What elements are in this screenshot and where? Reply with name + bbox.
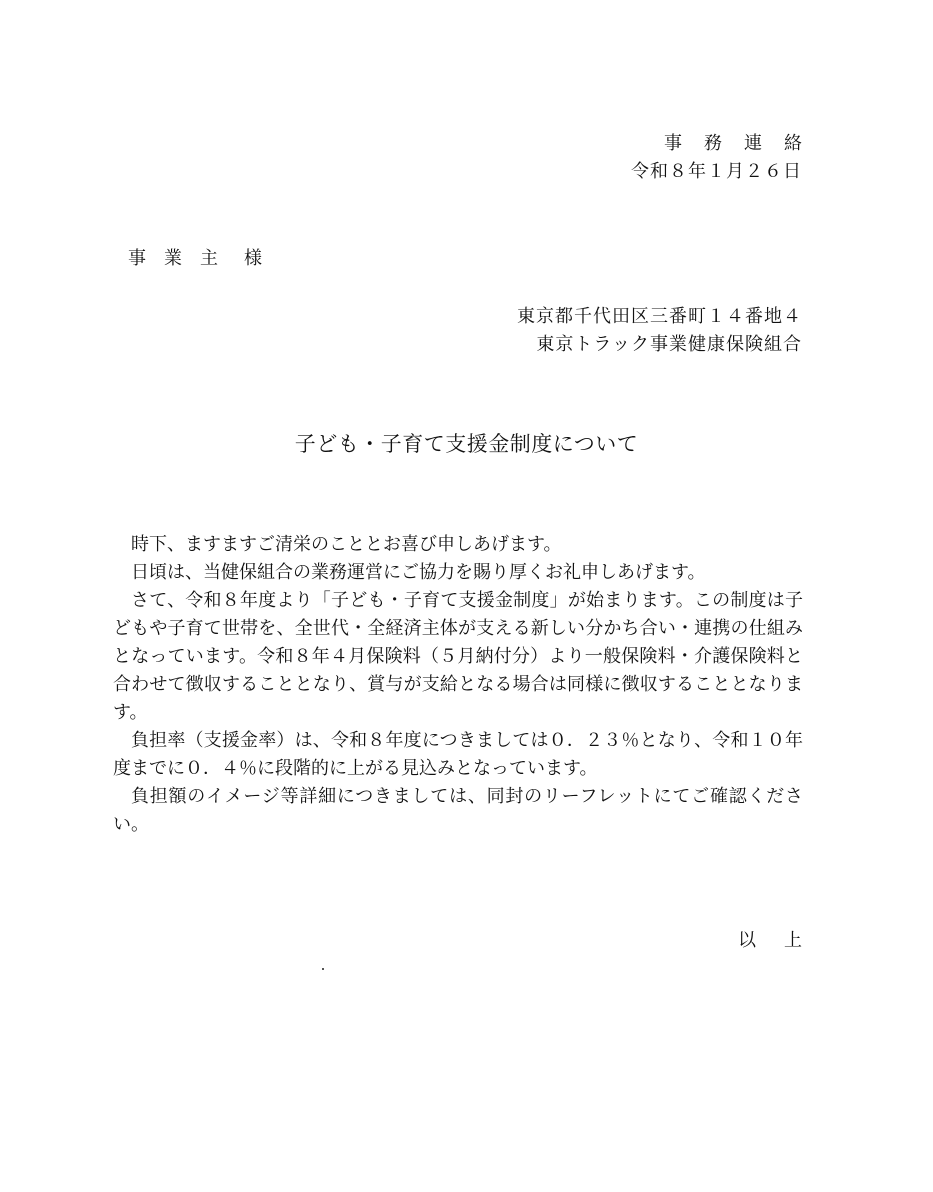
sender-organization: 東京トラック事業健康保険組合	[536, 334, 802, 355]
addressee-name: 事 業 主	[128, 248, 218, 269]
document-type: 事務連絡	[664, 133, 824, 154]
addressee	[128, 245, 262, 273]
body-text	[113, 531, 803, 839]
document-date: 令和８年１月２６日	[631, 161, 802, 182]
body-paragraph: さて、令和８年度より「子ども・子育て支援金制度」が始まります。この制度は子どもや子育て世帯を、全世代・全経済主体が支える新しい分かち合い・連携の仕組みとなっています。令和８年４月保険料（５月納付分）より一般保険料・介護保険料と合わせて徴収することとなり、賞与が支給となる場合は同様に徴収することとなります。	[113, 590, 803, 723]
closing-remark: 以上	[738, 930, 830, 951]
sender-address: 東京都千代田区三番町１４番地４	[517, 306, 802, 327]
stray-mark	[322, 968, 324, 970]
body-paragraph: 負担率（支援金率）は、令和８年度につきましては０．２３％となり、令和１０年度までに０．４％に段階的に上がる見込みとなっています。	[113, 730, 803, 779]
document-title: 子ども・子育て支援金制度について	[294, 432, 639, 456]
body-paragraph: 日頃は、当健保組合の業務運営にご協力を賜り厚くお礼申しあげます。	[131, 562, 706, 583]
addressee-honorific: 様	[244, 248, 262, 269]
body-paragraph: 負担額のイメージ等詳細につきましては、同封のリーフレットにてご確認ください。	[113, 786, 803, 835]
body-paragraph: 時下、ますますご清栄のこととお喜び申しあげます。	[131, 534, 562, 555]
